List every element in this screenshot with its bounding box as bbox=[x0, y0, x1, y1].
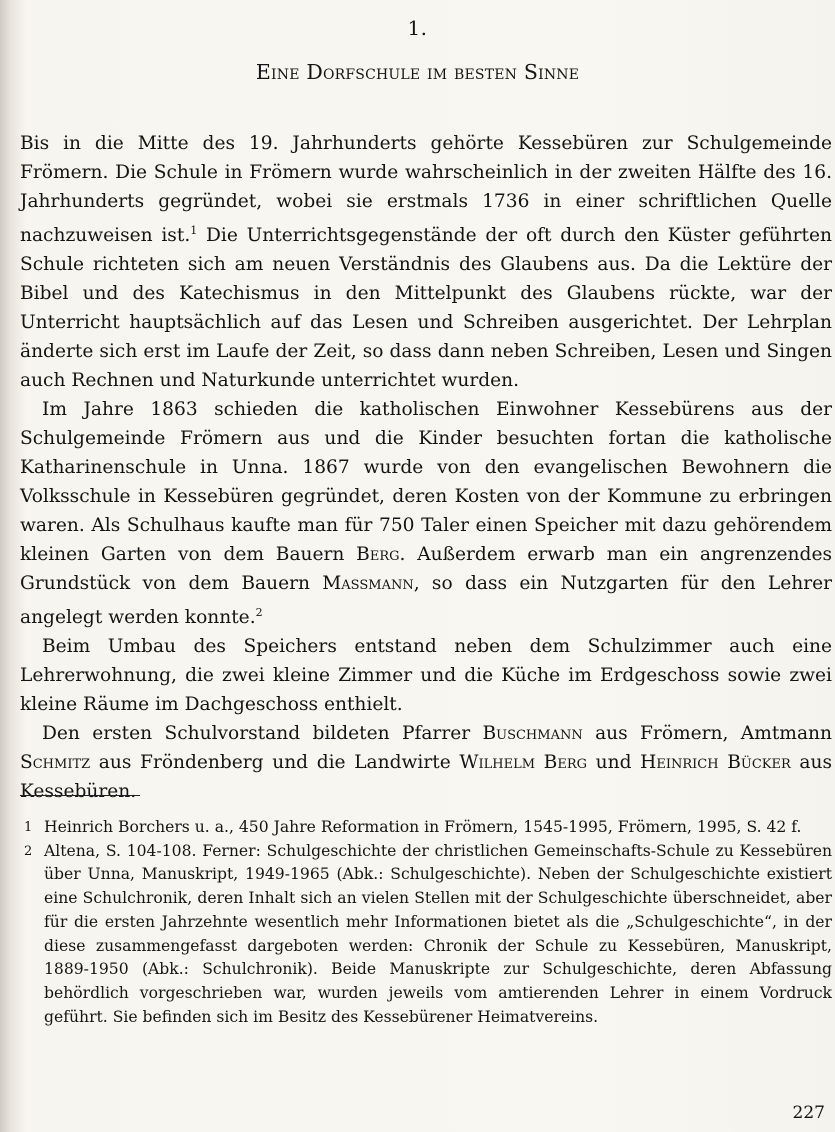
footnote-2-text: Altena, S. 104-108. Ferner: Schulgeschichte der christlichen Gemeinschafts-Schule zu Kessebüren über Unna, Manuskript, 1949-1965 (Abk.: Schulgeschichte). Neben der Schulgeschichte existiert eine Schulchronik, deren Inhalt sich an vielen Stellen mit der Schulgeschichte überschneidet, aber für die ersten Jahrzehnte wesentlich mehr Informationen bietet als die „Schulgeschichte“, in der diese zusammengefasst dargeboten werden: Chronik der Schule zu Kessebüren, Manuskript, 1889-1950 (Abk.: Schulchronik). Beide Manuskripte zur Schulgeschichte, deren Abfassung behördlich vorgeschrieben war, wurden jeweils vom amtierenden Lehrer in einem Vordruck geführt. Sie befinden sich im Besitz des Kessebürener Heimatvereins. bbox=[44, 841, 832, 1026]
paragraph-4-text-a: Den ersten Schulvorstand bildeten Pfarrer bbox=[42, 723, 483, 745]
body-text bbox=[20, 129, 832, 806]
paragraph-1 bbox=[20, 129, 832, 395]
person-name-heinrich-buecker: Heinrich Bücker bbox=[640, 752, 791, 774]
chapter-number: 1. bbox=[407, 16, 428, 40]
page-number: 227 bbox=[792, 1103, 825, 1123]
footnote-2-mark: 2 bbox=[24, 843, 33, 859]
paragraph-4-text-b: aus Frömern, Amtmann bbox=[582, 723, 832, 745]
chapter-title: Eine Dorfschule im besten Sinne bbox=[255, 60, 580, 84]
paragraph-2-text-a: Im Jahre 1863 schieden die katholischen Einwohner Kessebürens aus der Schulgemeinde Frömern aus und die Kinder besuchten fortan die katholische Katharinenschule in Unna. 1867 wurde von den evangelischen Bewohnern die Volksschule in Kessebüren gegründet, deren Kosten von der Kommune zu erbringen waren. Als Schulhaus kaufte man für 750 Taler einen Speicher mit dazu gehörendem kleinen Garten von dem Bauern bbox=[20, 399, 832, 566]
footnote-divider bbox=[20, 795, 140, 796]
person-name-schmitz: Schmitz bbox=[20, 752, 91, 774]
footnotes bbox=[20, 816, 832, 1029]
footnote-1-text: Heinrich Borchers u. a., 450 Jahre Reformation in Frömern, 1545-1995, Frömern, 1995, S. 42 f. bbox=[44, 818, 802, 836]
footnote-ref-2: 2 bbox=[255, 606, 263, 620]
paragraph-4-text-d: und bbox=[587, 752, 641, 774]
footnote-1-mark: 1 bbox=[24, 820, 33, 835]
paragraph-1-text: Bis in die Mitte des 19. Jahrhunderts gehörte Kessebüren zur Schulgemeinde Frömern. Die Schule in Frömern wurde wahrscheinlich in der zweiten Hälfte des 16. Jahrhunderts gegründet, wobei sie erstmals 1736 in einer schriftlichen Quelle nachzuweisen ist. bbox=[20, 133, 832, 247]
person-name-buschmann: Buschmann bbox=[482, 723, 583, 745]
paragraph-4-text-e: aus Kessebüren. bbox=[20, 752, 833, 803]
footnote-2 bbox=[20, 840, 832, 1030]
paragraph-2-text-b: . Außerdem erwarb man ein angrenzendes Grundstück von dem Bauern bbox=[20, 544, 832, 595]
person-name-massmann: Massmann bbox=[322, 573, 414, 595]
paragraph-2-text-c: , so dass ein Nutzgarten für den Lehrer angelegt werden konnte. bbox=[20, 573, 832, 629]
paragraph-4 bbox=[20, 719, 832, 806]
person-name-wilhelm-berg: Wilhelm Berg bbox=[459, 752, 587, 774]
paragraph-2 bbox=[20, 395, 832, 632]
paragraph-4-text-c: aus Fröndenberg und die Landwirte bbox=[90, 752, 460, 774]
person-name-berg: Berg bbox=[356, 544, 400, 566]
footnote-1 bbox=[20, 816, 832, 840]
footnote-ref-1: 1 bbox=[190, 224, 198, 237]
paragraph-3: Beim Umbau des Speichers entstand neben dem Schulzimmer auch eine Lehrerwohnung, die zwei kleine Zimmer und die Küche im Erdgeschoss sowie zwei kleine Räume im Dachgeschoss enthielt. bbox=[20, 636, 832, 716]
paragraph-1-text-continued: Die Unterrichtsgegenstände der oft durch den Küster geführten Schule richteten sich am neuen Verständnis des Glaubens aus. Da die Lektüre der Bibel und des Katechismus in den Mittelpunkt des Glaubens rückte, war der Unterricht hauptsächlich auf das Lesen und Schreiben ausgerichtet. Der Lehrplan änderte sich erst im Laufe der Zeit, so dass dann neben Schreiben, Lesen und Singen auch Rechnen und Naturkunde unterrichtet wurden. bbox=[20, 225, 833, 392]
